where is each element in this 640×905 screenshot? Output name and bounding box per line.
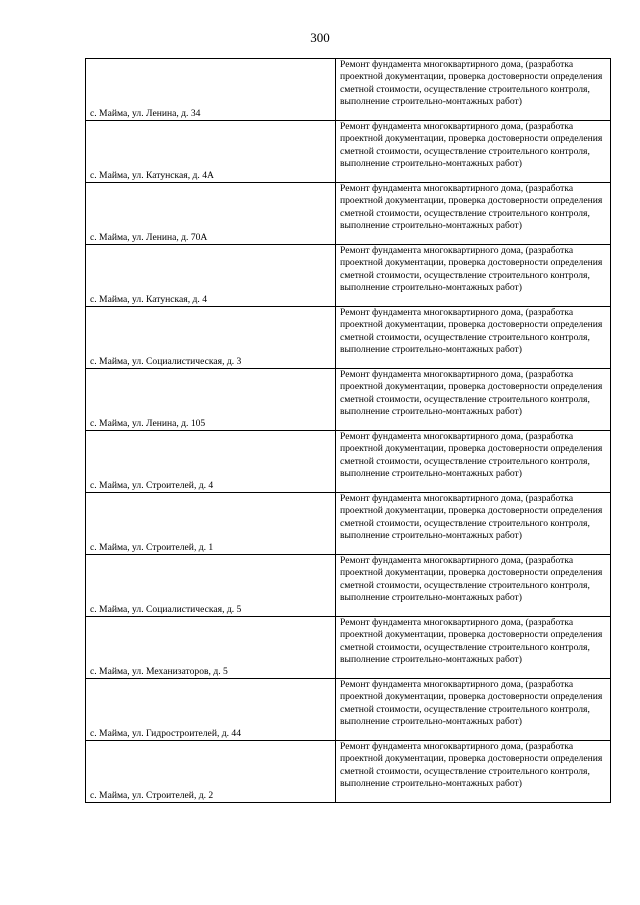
address-cell: с. Майма, ул. Ленина, д. 105	[86, 369, 336, 431]
address-cell: с. Майма, ул. Ленина, д. 34	[86, 59, 336, 121]
work-description-cell: Ремонт фундамента многоквартирного дома, (разработка проектной документации, проверка достоверности определения сметной стоимости, осуществление строительного контроля, выполнение строительно-монтажных работ)	[336, 121, 611, 183]
address-cell: с. Майма, ул. Гидростроителей, д. 44	[86, 679, 336, 741]
table-row	[86, 369, 611, 431]
work-description-cell: Ремонт фундамента многоквартирного дома, (разработка проектной документации, проверка достоверности определения сметной стоимости, осуществление строительного контроля, выполнение строительно-монтажных работ)	[336, 369, 611, 431]
work-description-cell: Ремонт фундамента многоквартирного дома, (разработка проектной документации, проверка достоверности определения сметной стоимости, осуществление строительного контроля, выполнение строительно-монтажных работ)	[336, 307, 611, 369]
work-description-cell: Ремонт фундамента многоквартирного дома, (разработка проектной документации, проверка достоверности определения сметной стоимости, осуществление строительного контроля, выполнение строительно-монтажных работ)	[336, 431, 611, 493]
works-table	[85, 58, 611, 803]
work-description-cell: Ремонт фундамента многоквартирного дома, (разработка проектной документации, проверка достоверности определения сметной стоимости, осуществление строительного контроля, выполнение строительно-монтажных работ)	[336, 741, 611, 803]
address-cell: с. Майма, ул. Социалистическая, д. 3	[86, 307, 336, 369]
table-row	[86, 307, 611, 369]
table-row	[86, 245, 611, 307]
work-description-cell: Ремонт фундамента многоквартирного дома, (разработка проектной документации, проверка достоверности определения сметной стоимости, осуществление строительного контроля, выполнение строительно-монтажных работ)	[336, 679, 611, 741]
address-cell: с. Майма, ул. Социалистическая, д. 5	[86, 555, 336, 617]
work-description-cell: Ремонт фундамента многоквартирного дома, (разработка проектной документации, проверка достоверности определения сметной стоимости, осуществление строительного контроля, выполнение строительно-монтажных работ)	[336, 245, 611, 307]
address-cell: с. Майма, ул. Строителей, д. 2	[86, 741, 336, 803]
address-cell: с. Майма, ул. Строителей, д. 4	[86, 431, 336, 493]
work-description-cell: Ремонт фундамента многоквартирного дома, (разработка проектной документации, проверка достоверности определения сметной стоимости, осуществление строительного контроля, выполнение строительно-монтажных работ)	[336, 59, 611, 121]
table-row	[86, 493, 611, 555]
table-row	[86, 431, 611, 493]
page-number: 300	[310, 30, 330, 45]
table-row	[86, 679, 611, 741]
work-description-cell: Ремонт фундамента многоквартирного дома, (разработка проектной документации, проверка достоверности определения сметной стоимости, осуществление строительного контроля, выполнение строительно-монтажных работ)	[336, 617, 611, 679]
address-cell: с. Майма, ул. Катунская, д. 4	[86, 245, 336, 307]
address-cell: с. Майма, ул. Катунская, д. 4А	[86, 121, 336, 183]
table-row	[86, 183, 611, 245]
table-row	[86, 121, 611, 183]
address-cell: с. Майма, ул. Ленина, д. 70А	[86, 183, 336, 245]
address-cell: с. Майма, ул. Строителей, д. 1	[86, 493, 336, 555]
table-row	[86, 741, 611, 803]
work-description-cell: Ремонт фундамента многоквартирного дома, (разработка проектной документации, проверка достоверности определения сметной стоимости, осуществление строительного контроля, выполнение строительно-монтажных работ)	[336, 183, 611, 245]
work-description-cell: Ремонт фундамента многоквартирного дома, (разработка проектной документации, проверка достоверности определения сметной стоимости, осуществление строительного контроля, выполнение строительно-монтажных работ)	[336, 555, 611, 617]
works-table-body	[86, 59, 611, 803]
table-row	[86, 617, 611, 679]
work-description-cell: Ремонт фундамента многоквартирного дома, (разработка проектной документации, проверка достоверности определения сметной стоимости, осуществление строительного контроля, выполнение строительно-монтажных работ)	[336, 493, 611, 555]
table-row	[86, 59, 611, 121]
address-cell: с. Майма, ул. Механизаторов, д. 5	[86, 617, 336, 679]
table-row	[86, 555, 611, 617]
